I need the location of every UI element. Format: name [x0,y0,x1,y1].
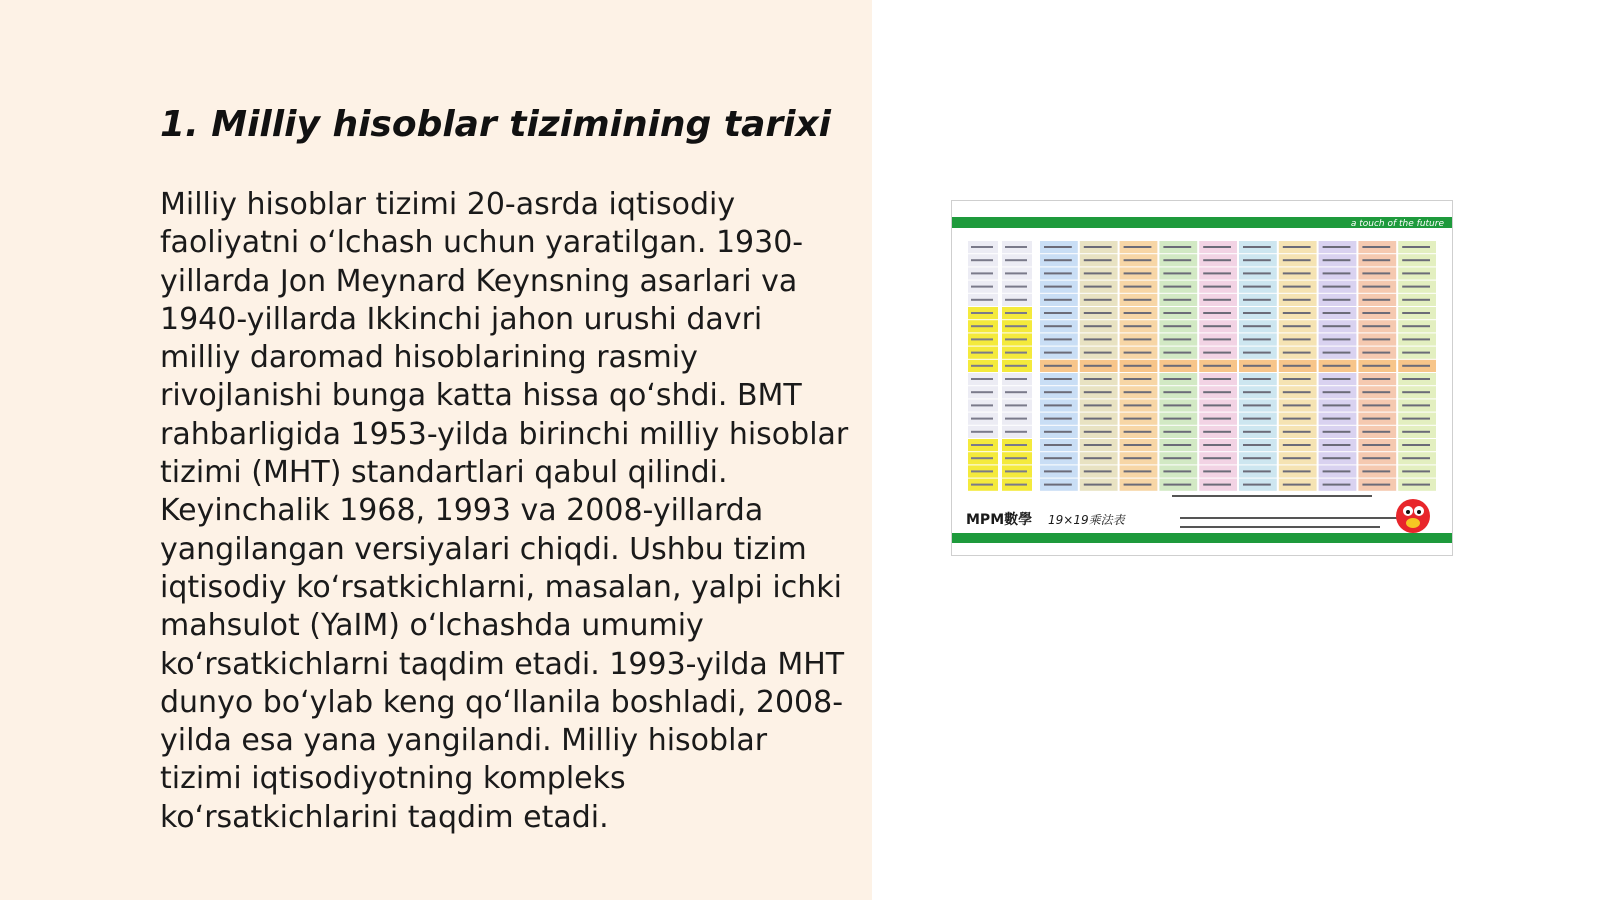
table-title-text: 19×19乘法表 [1048,513,1125,527]
brand-logo-text: MPM數學 [966,512,1033,528]
slide-title: 1. Milliy hisoblar tizimining tarixi [160,104,832,145]
multiplication-table-graphic [952,201,1452,555]
mascot-icon [1396,499,1430,533]
green-footer [952,533,1452,543]
slide-body-text: Milliy hisoblar tizimi 20-asrda iqtisodiy faoliyatni oʻlchash uchun yaratilgan. 1930-yillarda Jon Meynard Keynsning asarlari va 1940-yillarda Ikkinchi jahon urushi davri milliy daromad hisoblarining rasmiy rivojlanishi bunga katta hissa qoʻshdi. BMT rahbarligida 1953-yilda birinchi milliy hisoblar tizimi (MHT) standartlari qabul qilindi. Keyinchalik 1968, 1993 va 2008-yillarda yangilangan versiyalari chiqdi. Ushbu tizim iqtisodiy koʻrsatkichlarni, masalan, yalpi ichki mahsulot (YaIM) oʻlchashda umumiy koʻrsatkichlarni taqdim etadi. 1993-yilda MHT dunyo boʻylab keng qoʻllanila boshladi, 2008-yilda esa yana yangilandi. Milliy hisoblar tizimi iqtisodiyotning kompleks koʻrsatkichlarini taqdim etadi. [160,187,849,835]
multiplication-table-image [951,200,1453,556]
banner-text: a touch of the future [1350,219,1444,229]
